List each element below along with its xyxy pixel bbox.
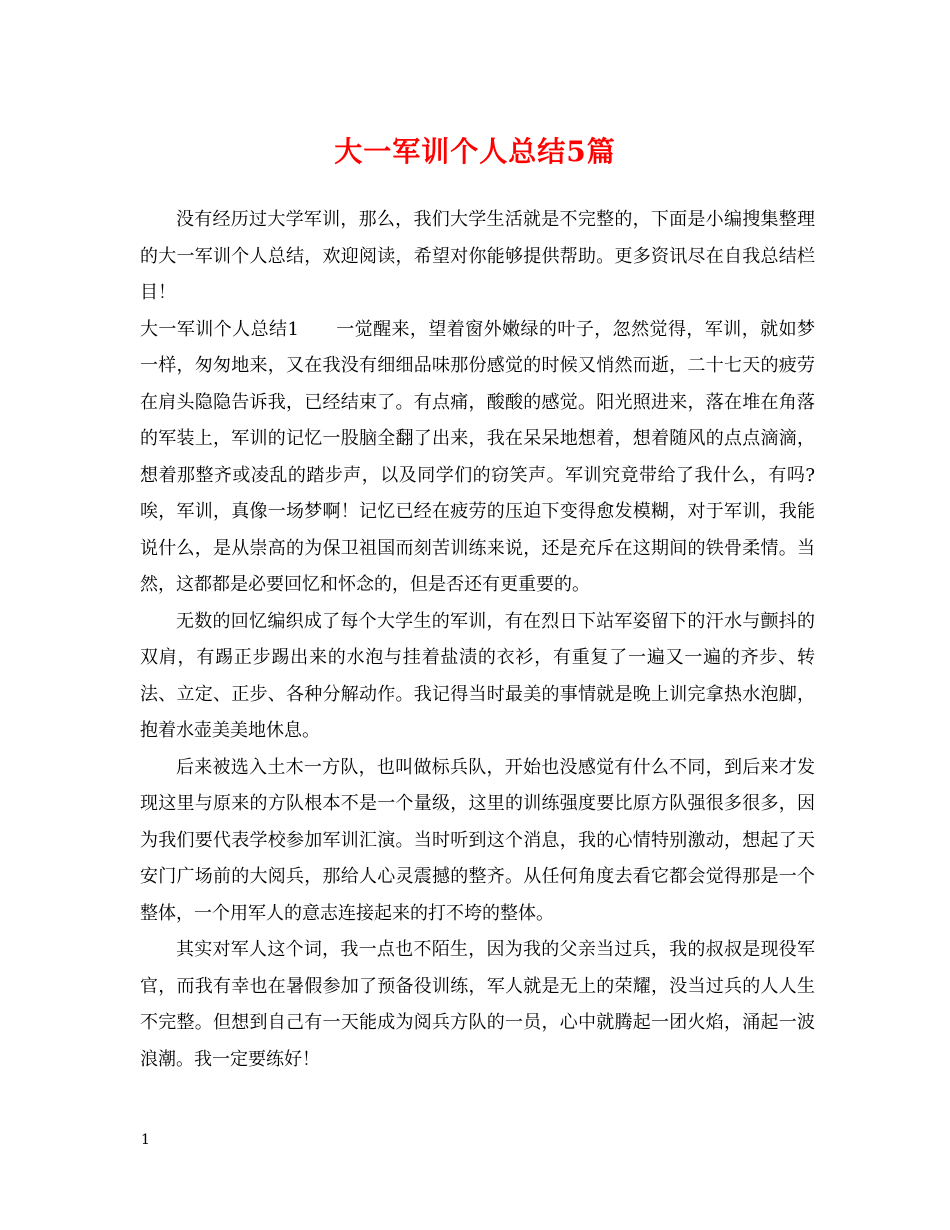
summary-1-paragraph: 大一军训个人总结1 一觉醒来，望着窗外嫩绿的叶子，忽然觉得，军训，就如梦一样，匆匆地来，又在我没有细细品味那份感觉的时候又悄然而逝，二十七天的疲劳在肩头隐隐告诉我，已经结束了。有点痛，酸酸的感觉。阳光照进来，落在堆在角落的军装上，军训的记忆一股脑全翻了出来，我在呆呆地想着，想着随风的点点滴滴，想着那整齐或凌乱的踏步声，以及同学们的窃笑声。军训究竟带给了我什么，有吗?唉，军训，真像一场梦啊！记忆已经在疲劳的压迫下变得愈发模糊，对于军训，我能说什么，是从崇高的为保卫祖国而刻苦训练来说，还是充斥在这期间的铁骨柔情。当然，这都都是必要回忆和怀念的，但是否还有更重要的。 <box>140 318 815 595</box>
memory-paragraph: 无数的回忆编织成了每个大学生的军训，有在烈日下站军姿留下的汗水与颤抖的双肩，有踢正步踢出来的水泡与挂着盐渍的衣衫，有重复了一遍又一遍的齐步、转法、立定、正步、各种分解动作。我记得当时最美的事情就是晚上训完拿热水泡脚，抱着水壶美美地休息。 <box>140 610 815 741</box>
honor-guard-paragraph: 后来被选入土木一方队，也叫做标兵队，开始也没感觉有什么不同，到后来才发现这里与原来的方队根本不是一个量级，这里的训练强度要比原方队强很多很多，因为我们要代表学校参加军训汇演。当时听到这个消息，我的心情特别激动，想起了天安门广场前的大阅兵，那给人心灵震撼的整齐。从任何角度去看它都会觉得那是一个整体，一个用军人的意志连接起来的打不垮的整体。 <box>140 756 815 924</box>
page-number: 1 <box>141 1132 150 1148</box>
intro-paragraph: 没有经历过大学军训，那么，我们大学生活就是不完整的，下面是小编搜集整理的大一军训个人总结，欢迎阅读，希望对你能够提供帮助。更多资讯尽在自我总结栏目！ <box>140 209 815 303</box>
document-title: 大一军训个人总结5篇 <box>334 135 616 168</box>
document-body <box>140 202 815 1078</box>
military-family-paragraph: 其实对军人这个词，我一点也不陌生，因为我的父亲当过兵，我的叔叔是现役军官，而我有幸也在暑假参加了预备役训练，军人就是无上的荣耀，没当过兵的人人生不完整。但想到自己有一天能成为阅兵方队的一员，心中就腾起一团火焰，涌起一波浪潮。我一定要练好！ <box>140 939 815 1070</box>
